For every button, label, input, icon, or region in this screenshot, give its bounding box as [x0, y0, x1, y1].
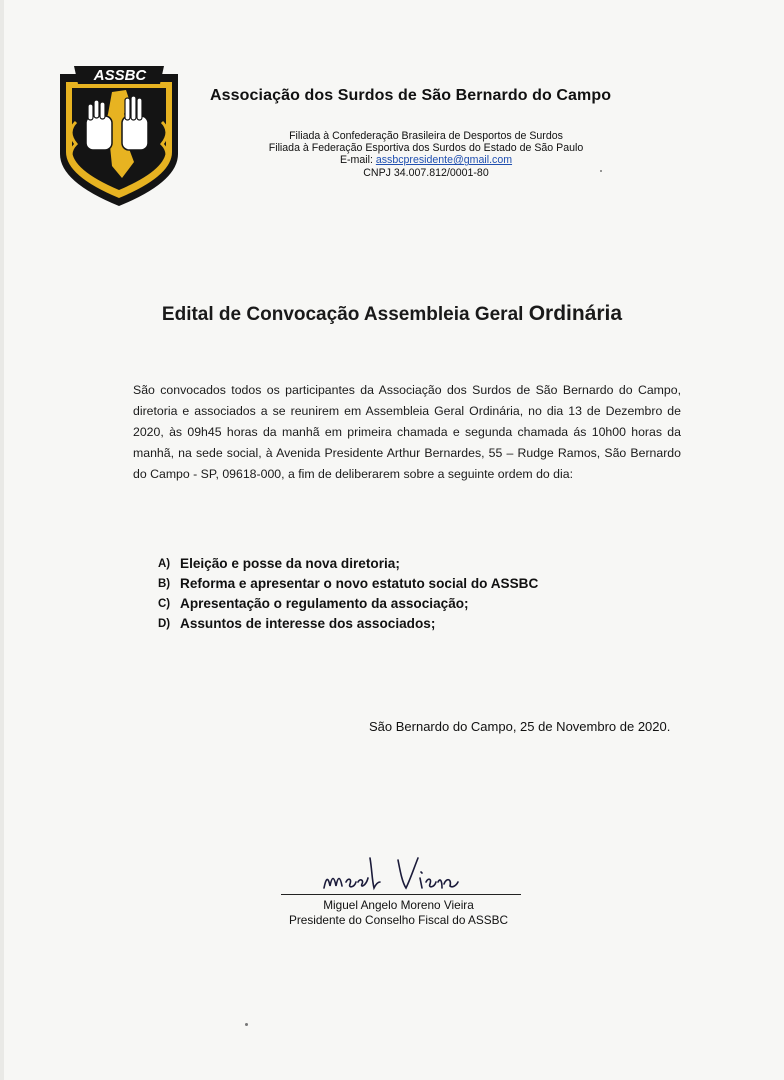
signer-block: [276, 898, 521, 928]
handwritten-signature: [318, 848, 478, 896]
agenda-text: Apresentação o regulamento da associação;: [180, 596, 469, 611]
title-main: Edital de Convocação Assembleia Geral: [161, 304, 529, 325]
agenda-letter: A): [158, 558, 171, 570]
agenda-text: Reforma e apresentar o novo estatuto social do ASSBC: [180, 576, 539, 591]
agenda-item: [158, 614, 538, 634]
agenda-letter: D): [158, 618, 171, 630]
logo-text: ASSBC: [93, 67, 147, 84]
scan-speck: [245, 1023, 248, 1026]
title-emphasis: Ordinária: [528, 302, 623, 325]
email-line: [236, 154, 616, 166]
affiliation-line: Filiada à Confederação Brasileira de Desportos de Surdos: [289, 130, 563, 142]
signer-role: Presidente do Conselho Fiscal do ASSBC: [288, 913, 509, 927]
cnpj: CNPJ 34.007.812/0001-80: [363, 166, 489, 179]
scan-edge: [0, 0, 4, 1080]
email-link[interactable]: assbcpresidente@gmail.com: [375, 154, 513, 167]
dateline: São Bernardo do Campo, 25 de Novembro de 2020.: [369, 719, 671, 734]
agenda-letter: B): [158, 578, 171, 590]
agenda-text: Assuntos de interesse dos associados;: [180, 616, 436, 631]
agenda-item: [158, 594, 538, 614]
document-title: [0, 302, 784, 326]
signer-name: Miguel Angelo Moreno Vieira: [323, 898, 474, 912]
agenda-item: [158, 554, 538, 574]
convocation-paragraph: São convocados todos os participantes da Associação dos Surdos de São Bernardo do Campo, diretoria e associados a se reunirem em Assembleia Geral Ordinária, no dia 13 de Dezembro de 2020, às 09h45 horas da manhã em primeira chamada e segunda chamada ás 10h00 horas da manhã, na sede social, à Avenida Presidente Arthur Bernardes, 55 – Rudge Ramos, São Bernardo do Campo - SP, 09618-000, a fim de deliberarem sobre a seguinte ordem do dia:: [133, 383, 681, 481]
agenda-letter: C): [158, 598, 171, 610]
email-label: E-mail:: [339, 154, 376, 167]
agenda-list: [158, 554, 538, 634]
affiliation-line: Filiada à Federação Esportiva dos Surdos do Estado de São Paulo: [268, 142, 584, 155]
scan-speck: [600, 170, 602, 172]
organization-name: Associação dos Surdos de São Bernardo do Campo: [210, 87, 612, 104]
signature-line: [281, 894, 521, 895]
agenda-item: [158, 574, 538, 594]
affiliation-block: [236, 130, 616, 179]
agenda-text: Eleição e posse da nova diretoria;: [180, 556, 400, 571]
